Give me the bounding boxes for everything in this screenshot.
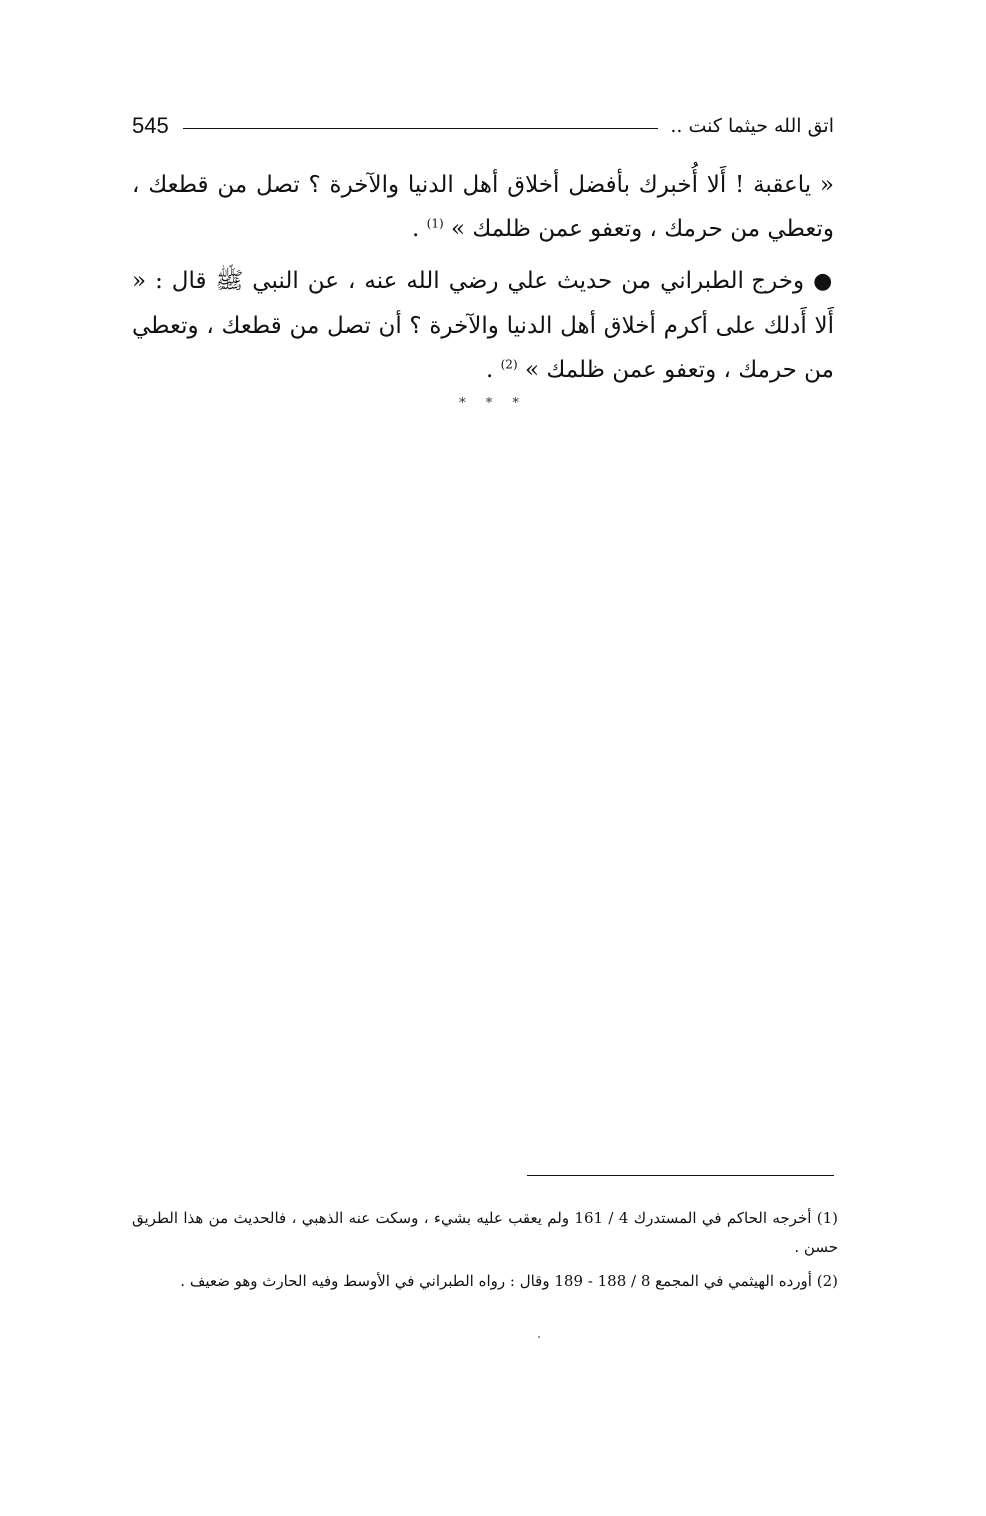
footnote-2: (2) أورده الهيثمي في المجمع 8 / 188 - 189 وقال : رواه الطبراني في الأوسط وفيه الحارث وهو ضعيف . <box>180 1272 838 1290</box>
paragraph-2 <box>132 259 834 392</box>
paragraph-1-end: . <box>412 216 420 242</box>
footnote-ref-1[interactable]: (1) <box>426 216 444 231</box>
section-separator: * * * <box>459 396 527 411</box>
paragraph-2-end: . <box>485 357 494 383</box>
footnote-rule <box>527 1175 834 1176</box>
page-header <box>132 108 834 144</box>
bullet-icon: ● <box>813 269 835 294</box>
running-title: اتق الله حيثما كنت .. <box>670 115 834 137</box>
page-number: 545 <box>132 113 169 138</box>
header-rule <box>183 128 659 129</box>
paragraph-1 <box>132 163 834 251</box>
footnotes <box>132 1204 838 1296</box>
paragraph-1-text: « ياعقبة ! أَلا أُخبرك بأفضل أخلاق أهل الدنيا والآخرة ؟ تصل من قطعك ، وتعطي من حرمك ، وتعفو عمن ظلمك » <box>132 172 834 242</box>
main-text <box>132 163 834 392</box>
paragraph-2-text: وخرج الطبراني من حديث علي رضي الله عنه ، عن النبي ﷺ قال : « أَلا أَدلك على أكرم أخلاق أهل الدنيا والآخرة ؟ أن تصل من قطعك ، وتعطي من حرمك ، وتعفو عمن ظلمك » <box>132 268 834 383</box>
footnote-1: (1) أخرجه الحاكم في المستدرك 4 / 161 ولم يعقب عليه بشيء ، وسكت عنه الذهبي ، فالحديث من هذا الطريق حسن . <box>132 1209 838 1256</box>
footnote-ref-2[interactable]: (2) <box>500 357 518 372</box>
scan-speck <box>538 1336 540 1338</box>
